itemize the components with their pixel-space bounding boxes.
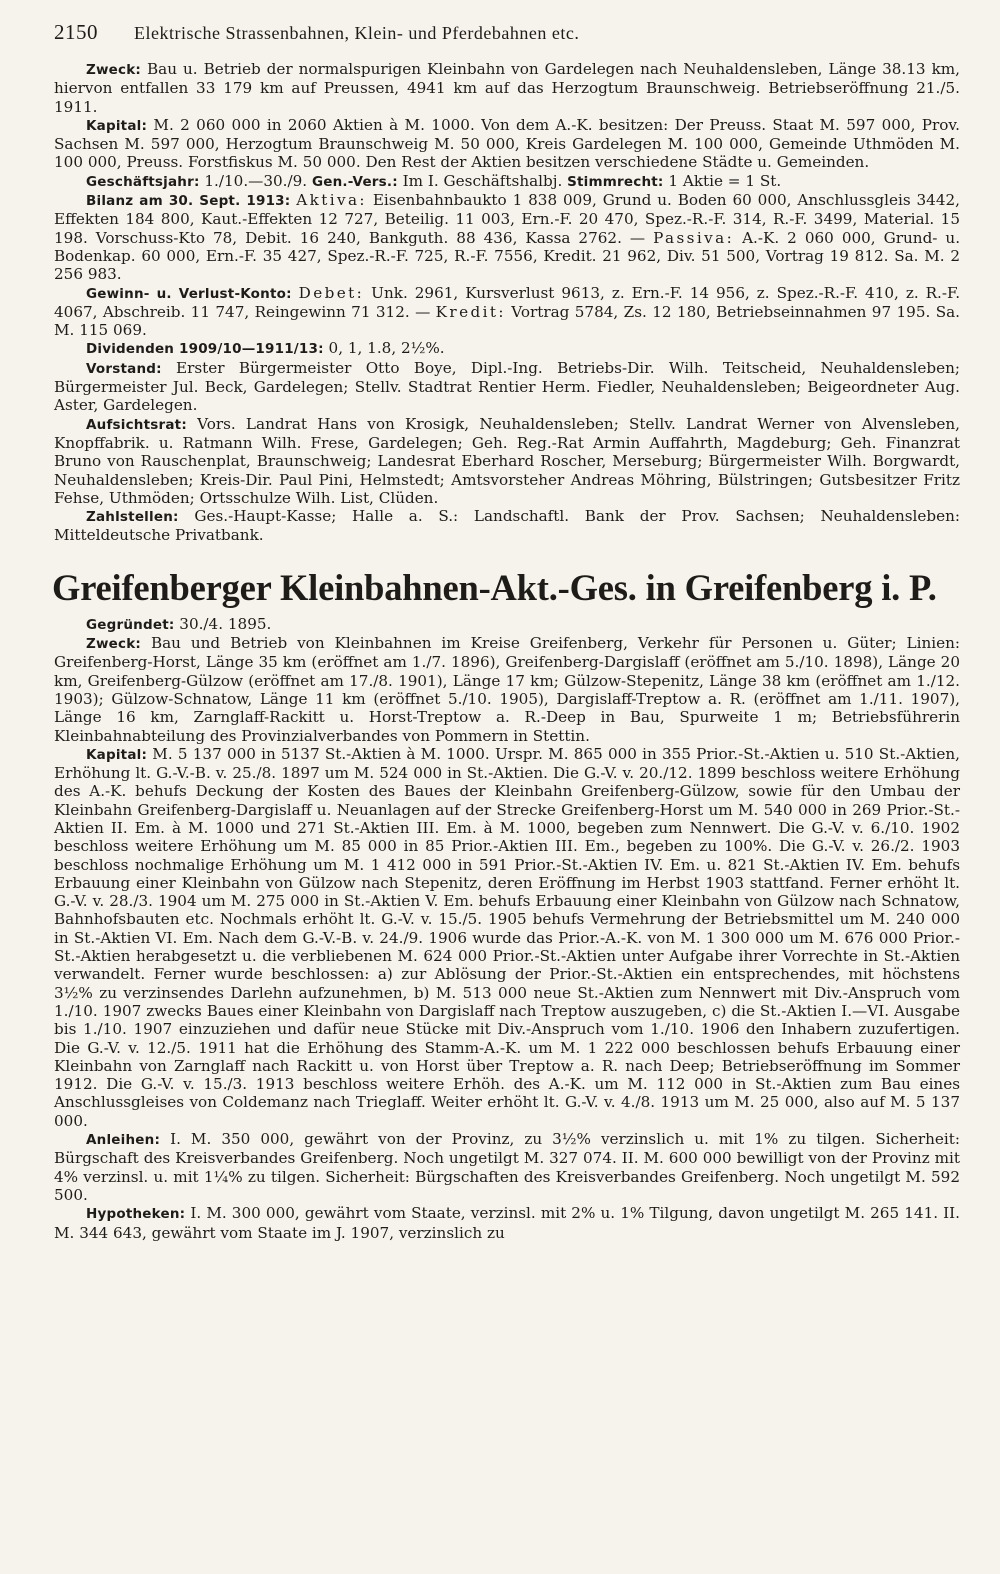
company-heading: Greifenberger Kleinbahnen-Akt.-Ges. in Greifenberg i. P. [52, 566, 937, 608]
text-dividenden: 0, 1, 1.8, 2½%. [328, 339, 445, 358]
text-debet: Unk. 2961, Kursverlust 9613, z. Ern.-F. 14 956, z. Spez.-R.-F. 410, z. R.-F. 4067, Abschreib. 11 747, Reingewinn 71 312. — [54, 283, 961, 321]
paragraph-zahlstellen [54, 507, 960, 545]
paragraph-gegruendet [54, 615, 960, 634]
paragraph-gewinn-verlust [54, 284, 960, 340]
paragraph-dividenden [54, 339, 960, 358]
paragraph-geschaeftsjahr [54, 172, 960, 191]
label-vorstand: Vorstand: [86, 360, 162, 377]
text-hypotheken: I. M. 300 000, gewährt vom Staate, verzinsl. mit 2% u. 1% Tilgung, davon ungetilgt M. 265 141. II. M. 344 643, gewährt vom Staate im J. 1907, verzinslich zu [54, 1204, 960, 1242]
paragraph-hypotheken [54, 1204, 960, 1242]
page-header [54, 20, 960, 60]
text-zahlstellen: Ges.-Haupt-Kasse; Halle a. S.: Landschaftl. Bank der Prov. Sachsen; Neuhaldensleben: Mitteldeutsche Privatbank. [54, 507, 960, 545]
label-zweck-2: Zweck: [86, 636, 141, 653]
label-stimmrecht: Stimmrecht: [567, 173, 664, 190]
label-dividenden: Dividenden 1909/10—1911/13: [86, 341, 324, 358]
text-gen-vers: Im I. Geschäftshalbj. [402, 171, 563, 190]
label-gegruendet: Gegründet: [86, 616, 175, 633]
label-debet: Debet: [298, 283, 365, 302]
entry-gardelegen-neuhaldensleben [54, 60, 960, 545]
text-aktiva: Eisenbahnbaukto 1 838 009, Grund u. Boden 60 000, Anschlussgleis 3442, Effekten 184 800, Kaut.-Effekten 12 727, Beteilig. 11 003, Ern.-F. 20 470, Spez.-R.-F. 314, R.-F. 3499, Material. 15 198. Vorschuss-Kto 78, Debit. 16 240, Bankguth. 88 436, Kassa 2762. — [54, 191, 961, 247]
label-geschaeftsjahr: Geschäftsjahr: [86, 173, 200, 190]
paragraph-anleihen [54, 1130, 960, 1204]
paragraph-zweck-2 [54, 634, 960, 745]
text-kapital-2: M. 5 137 000 in 5137 St.-Aktien à M. 1000. Urspr. M. 865 000 in 355 Prior.-St.-Aktien u. 510 St.-Aktien, Erhöhung lt. G.-V.-B. v. 25./8. 1897 um M. 524 000 in St.-Aktien. Die G.-V. v. 20./12. 1899 beschloss weitere Erhöhung des A.-K. behufs Deckung der Kosten des Baues der Kleinbahn Greifenberg-Gülzow, sowie für den Umbau der Kleinbahn Greifenberg-Dargislaff u. Neuanlagen auf der Strecke Greifenberg-Horst um M. 540 000 in 269 Prior.-St.-Aktien II. Em. à M. 1000 und 271 St.-Aktien III. Em. à M. 1000, begeben zum Nennwert. Die G.-V. v. 6./10. 1902 beschloss weitere Erhöhung um M. 85 000 in 85 Prior.-Aktien III. Em., begeben zu 100%. Die G.-V. v. 26./2. 1903 beschloss nochmalige Erhöhung um M. 1 412 000 in 591 Prior.-St.-Aktien IV. Em. u. 821 St.-Aktien IV. Em. behufs Erbauung einer Kleinbahn von Gülzow nach Stepenitz, deren Eröffnung im Herbst 1903 stattfand. Ferner erhöht lt. G.-V. v. 28./3. 1904 um M. 275 000 in St.-Aktien V. Em. behufs Erbauung einer Kleinbahn von Gülzow nach Schnatow, Bahnhofsbauten etc. Nochmals erhöht lt. G.-V. v. 15./5. 1905 behufs Vermehrung der Betriebsmittel um M. 240 000 in St.-Aktien VI. Em. Nach dem G.-V.-B. v. 24./9. 1906 wurde das Prior.-A.-K. von M. 1 300 000 um M. 676 000 Prior.-St.-Aktien herabgesetzt u. die verbliebenen M. 624 000 Prior.-St.-Aktien unter Aufgabe ihrer Vorrechte in St.-Aktien verwandelt. Ferner wurde beschlossen: a) zur Ablösung der Prior.-St.-Aktien ein entsprechendes, mit höchstens 3½% zu verzinsendes Darlehn aufzunehmen, b) M. 513 000 neue St.-Aktien zum Nennwert mit Div.-Anspruch vom 1./10. 1907 zwecks Baues einer Kleinbahn von Dargislaff nach Treptow auszugeben, c) die St.-Aktien I.—VI. Ausgabe bis 1./10. 1907 einzuziehen und dafür neue Stücke mit Div.-Anspruch vom 1./10. 1906 den Inhabern zuzufertigen. Die G.-V. v. 12./5. 1911 hat die Erhöhung des Stamm-A.-K. um M. 1 222 000 beschlossen behufs Erbauung einer Kleinbahn von Zarnglaff nach Rackitt u. von Horst über Treptow a. R. nach Deep; Betriebseröffnung im Sommer 1912. Die G.-V. v. 15./3. 1913 beschloss weitere Erhöh. des A.-K. um M. 112 000 in St.-Aktien zum Bau eines Anschlussgleises von Coldemanz nach Trieglaff. Weiter erhöht lt. G.-V. v. 4./8. 1913 um M. 25 000, also auf M. 5 137 000. [54, 744, 961, 1130]
text-geschaeftsjahr: 1./10.—30./9. [204, 171, 308, 190]
label-anleihen: Anleihen: [86, 1132, 161, 1149]
paragraph-bilanz [54, 191, 960, 283]
label-hypotheken: Hypotheken: [86, 1206, 186, 1223]
label-kapital-2: Kapital: [86, 746, 148, 763]
label-aktiva: Aktiva: [296, 191, 367, 210]
paragraph-kapital [54, 116, 960, 172]
text-aufsichtsrat: Vors. Landrat Hans von Krosigk, Neuhaldensleben; Stellv. Landrat Werner von Alvensleben, Knopffabrik. u. Ratmann Wilh. Frese, Gardelegen; Geh. Reg.-Rat Armin Auffahrth, Magdeburg; Geh. Finanzrat Bruno von Rauschenplat, Braunschweig; Landesrat Eberhard Roscher, Merseburg; Bürgermeister Wilh. Borgwardt, Neuhaldensleben; Kreis-Dir. Paul Pini, Helmstedt; Amtsvorsteher Andreas Möhring, Bülstringen; Gutsbesitzer Fritz Fehse, Uthmöden; Ortsschulze Wilh. List, Clüden. [54, 414, 960, 507]
paragraph-vorstand [54, 359, 960, 415]
text-zweck: Bau u. Betrieb der normalspurigen Kleinbahn von Gardelegen nach Neuhaldensleben, Länge 38.13 km, hiervon entfallen 33 179 km auf Preussen, 4941 km auf das Herzogtum Braunschweig. Betriebseröffnung 21./5. 1911. [54, 60, 961, 116]
label-aufsichtsrat: Aufsichtsrat: [86, 416, 187, 433]
entry-greifenberger-kleinbahnen [54, 615, 960, 1242]
label-kredit: Kredit: [435, 302, 506, 321]
paragraph-kapital-2 [54, 745, 960, 1130]
label-gen-vers: Gen.-Vers.: [311, 173, 398, 190]
page-number: 2150 [54, 20, 98, 44]
text-zweck-2: Bau und Betrieb von Kleinbahnen im Kreise Greifenberg, Verkehr für Personen u. Güter; Linien: Greifenberg-Horst, Länge 35 km (eröffnet am 1./7. 1896), Greifenberg-Dargislaff (eröffnet am 5./10. 1898), Länge 20 km, Greifenberg-Gülzow (eröffnet am 17./8. 1901), Länge 17 km; Gülzow-Stepenitz, Länge 38 km (eröffnet am 1./12. 1903); Gülzow-Schnatow, Länge 11 km (eröffnet 5./10. 1905), Dargislaff-Treptow a. R. (eröffnet am 1./11. 1907), Länge 16 km, Zarnglaff-Rackitt u. Horst-Treptow a. R.-Deep in Bau, Spurweite 1 m; Betriebsführerin Kleinbahnabteilung des Provinzialverbandes von Pommern in Stettin. [54, 634, 960, 745]
label-bilanz: Bilanz am 30. Sept. 1913: [86, 193, 291, 210]
paragraph-zweck [54, 60, 960, 116]
label-zweck: Zweck: [86, 62, 141, 78]
text-kredit: Vortrag 5784, Zs. 12 180, Betriebseinnahmen 97 195. Sa. M. 115 069. [54, 302, 960, 340]
label-zahlstellen: Zahlstellen: [86, 509, 179, 526]
label-passiva: Passiva: [653, 228, 735, 247]
text-vorstand: Erster Bürgermeister Otto Boye, Dipl.-Ing. Betriebs-Dir. Wilh. Teitscheid, Neuhaldensleben; Bürgermeister Jul. Beck, Gardelegen; Stellv. Stadtrat Rentier Herm. Fiedler, Neuhaldensleben; Beigeordneter Aug. Aster, Gardelegen. [54, 358, 961, 415]
text-stimmrecht: 1 Aktie = 1 St. [668, 171, 782, 190]
paragraph-aufsichtsrat [54, 415, 960, 507]
text-kapital: M. 2 060 000 in 2060 Aktien à M. 1000. Von dem A.-K. besitzen: Der Preuss. Staat M. 597 000, Prov. Sachsen M. 597 000, Herzogtum Braunschweig M. 50 000, Kreis Gardelegen M. 100 000, Gemeinde Uthmöden M. 100 000, Preuss. Forstfiskus M. 50 000. Den Rest der Aktien besitzen verschiedene Städte u. Gemeinden. [54, 115, 960, 172]
text-passiva: A.-K. 2 060 000, Grund- u. Bodenkap. 60 000, Ern.-F. 35 427, Spez.-R.-F. 725, R.-F. 7556, Kredit. 21 962, Div. 51 500, Vortrag 19 812. Sa. M. 2 256 983. [54, 228, 961, 284]
label-kapital: Kapital: [86, 117, 148, 134]
text-anleihen: I. M. 350 000, gewährt von der Provinz, zu 3½% verzinslich u. mit 1% zu tilgen. Sicherheit: Bürgschaft des Kreisverbandes Greifenberg. Noch ungetilgt M. 327 074. II. M. 600 000 bewilligt von der Provinz mit 4% verzinsl. u. mit 1¼% zu tilgen. Sicherheit: Bürgschaften des Kreisverbandes Greifenberg. Noch ungetilgt M. 592 500. [54, 1130, 960, 1204]
running-title: Elektrische Strassenbahnen, Klein- und Pferdebahnen etc. [134, 23, 580, 43]
label-gewinn-verlust: Gewinn- u. Verlust-Konto: [86, 285, 292, 302]
text-gegruendet: 30./4. 1895. [179, 614, 272, 633]
